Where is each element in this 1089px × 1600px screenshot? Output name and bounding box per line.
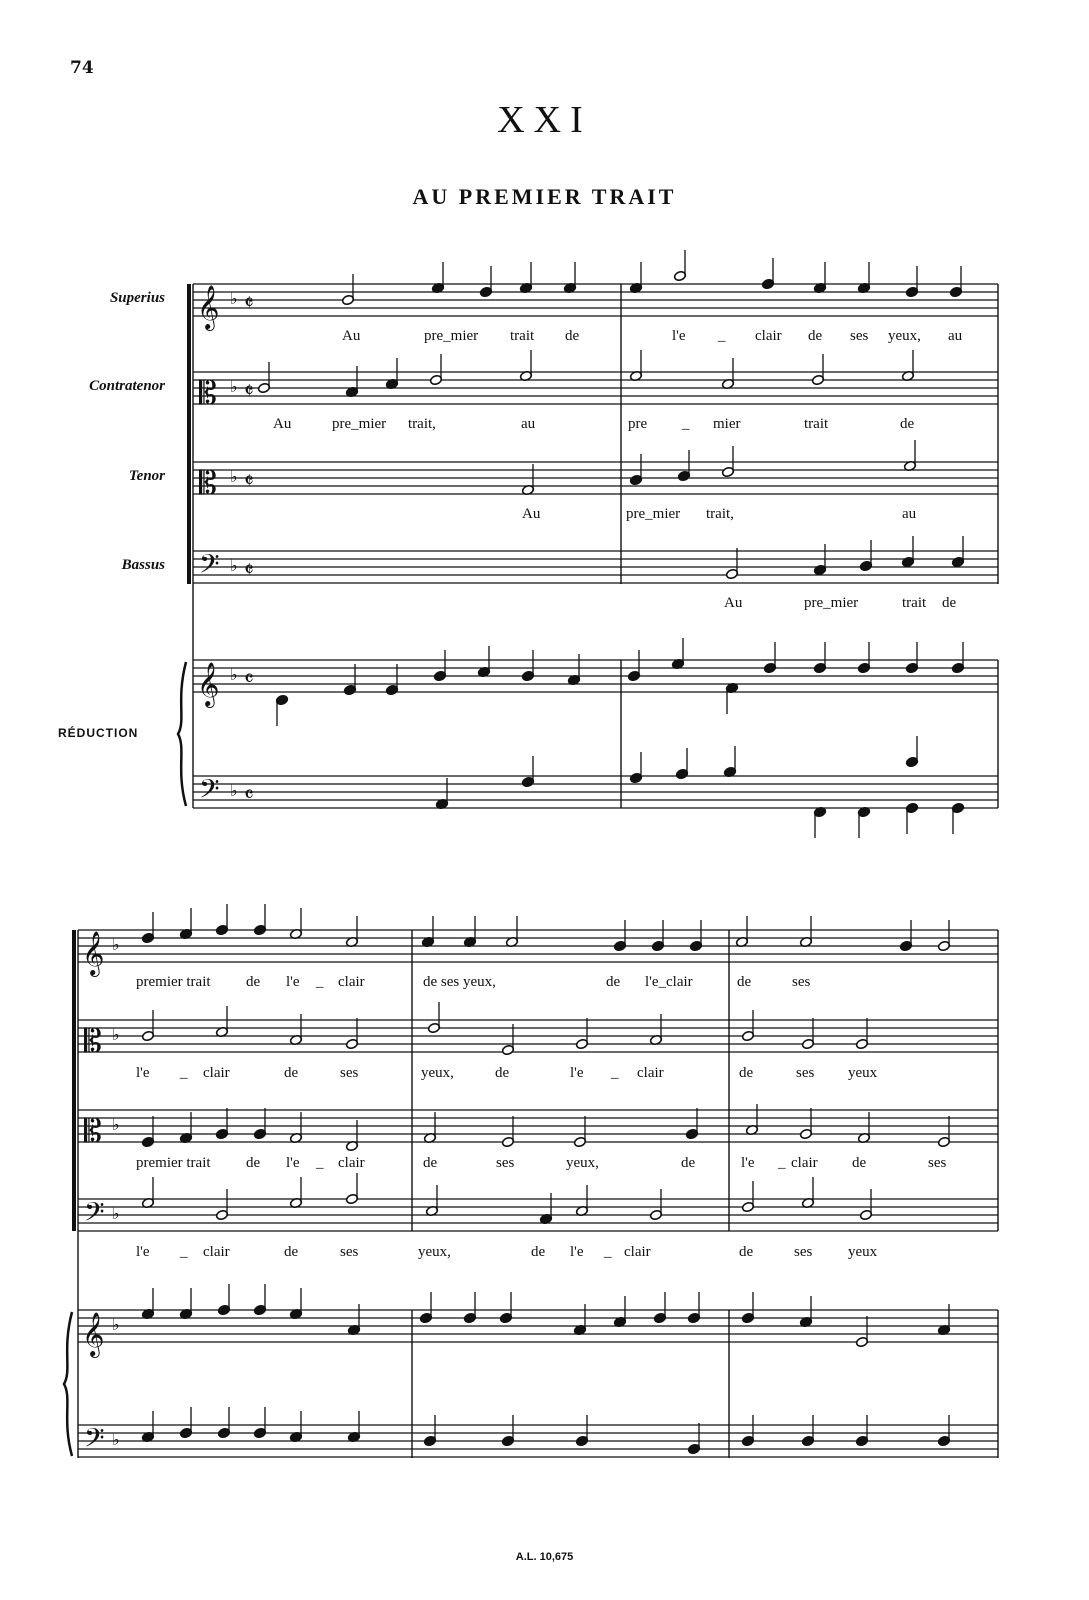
voice-label-superius: Superius: [109, 290, 165, 306]
lyric2-ct-11: de: [739, 1065, 754, 1081]
flat-icon: ♭: [112, 1204, 120, 1223]
clef-icon: 𝄞: [197, 285, 220, 329]
flat-icon: ♭: [230, 377, 238, 396]
lyric2-sup-3: l'e: [286, 974, 300, 990]
clef-icon: 𝄡: [84, 1112, 102, 1150]
lyric-ct-8: trait: [804, 416, 829, 432]
piece-number: XXI: [497, 99, 592, 141]
flat-icon: ♭: [112, 1115, 120, 1134]
lyric2-ten-3: l'e: [286, 1155, 300, 1171]
lyric2-bas-3: clair: [203, 1244, 230, 1260]
plate-number: A.L. 10,675: [515, 1551, 574, 1563]
lyric-ten-1: Au: [522, 506, 541, 522]
lyric2-bas-9: _: [604, 1244, 612, 1260]
lyric2-ct-10: clair: [637, 1065, 664, 1081]
voice-label-contratenor: Contratenor: [89, 378, 165, 394]
clef-icon: 𝄡: [84, 1022, 102, 1060]
lyric-bas-3: trait: [902, 595, 927, 611]
lyric2-ten-14: ses: [928, 1155, 947, 1171]
clef-icon: 𝄢: [199, 773, 220, 811]
lyric-ten-4: au: [902, 506, 917, 522]
lyric2-ct-13: yeux: [848, 1065, 878, 1081]
lyric2-ct-5: ses: [340, 1065, 359, 1081]
lyric2-bas-4: de: [284, 1244, 299, 1260]
lyric2-ten-2: de: [246, 1155, 261, 1171]
lyric-ct-3: trait,: [408, 416, 436, 432]
lyric2-ten-10: l'e: [741, 1155, 755, 1171]
staff-lines: [78, 284, 998, 1457]
lyric2-sup-4: _: [316, 974, 324, 990]
lyric-sup-7: clair: [755, 328, 782, 344]
lyric2-ten-1: premier trait: [136, 1155, 211, 1171]
flat-icon: ♭: [230, 781, 238, 800]
lyric2-ten-7: ses: [496, 1155, 515, 1171]
lyric2-sup-8: l'e_clair: [645, 974, 693, 990]
time-signature-icon: 𝄴: [244, 783, 254, 808]
voice-label-bassus: Bassus: [121, 557, 165, 573]
flat-icon: ♭: [112, 1430, 120, 1449]
lyric2-ct-8: l'e: [570, 1065, 584, 1081]
lyric-sup-3: trait: [510, 328, 535, 344]
reduction-label: RÉDUCTION: [58, 726, 139, 740]
lyric2-sup-2: de: [246, 974, 261, 990]
notes: [141, 250, 964, 1455]
lyric-ct-4: au: [521, 416, 536, 432]
lyric2-ct-7: de: [495, 1065, 510, 1081]
lyric-bas-2: pre_mier: [804, 595, 859, 611]
lyric-sup-10: yeux,: [888, 328, 921, 344]
time-signature-icon: 𝄴: [244, 667, 254, 692]
lyric2-ten-12: clair: [791, 1155, 818, 1171]
lyric-ct-2: pre_mier: [332, 416, 387, 432]
page-number: 74: [70, 58, 94, 78]
flat-icon: ♭: [230, 556, 238, 575]
brace: [178, 662, 186, 806]
lyric-sup-5: l'e: [672, 328, 686, 344]
flat-icon: ♭: [230, 467, 238, 486]
brace: [64, 1312, 72, 1456]
flat-icon: ♭: [112, 935, 120, 954]
lyric-ct-5: pre: [628, 416, 648, 432]
lyric2-ct-6: yeux,: [421, 1065, 454, 1081]
lyric2-ct-2: _: [180, 1065, 188, 1081]
clef-icon: 𝄞: [197, 662, 220, 706]
time-signature-icon: 𝄵: [244, 558, 254, 583]
lyric2-sup-6: de ses yeux,: [423, 974, 496, 990]
lyric2-ten-11: _: [778, 1155, 786, 1171]
lyric2-bas-12: ses: [794, 1244, 813, 1260]
lyric-ct-9: de: [900, 416, 915, 432]
time-signature-icon: 𝄵: [244, 379, 254, 404]
lyric2-sup-10: ses: [792, 974, 811, 990]
lyric2-bas-8: l'e: [570, 1244, 584, 1260]
lyric-sup-9: ses: [850, 328, 869, 344]
time-signature-icon: 𝄵: [244, 469, 254, 494]
time-signature-icon: 𝄵: [244, 291, 254, 316]
lyric2-ct-1: l'e: [136, 1065, 150, 1081]
flat-icon: ♭: [112, 1025, 120, 1044]
lyric-sup-6: _: [718, 328, 726, 344]
clef-icon: 𝄡: [199, 374, 217, 412]
lyric2-ct-12: ses: [796, 1065, 815, 1081]
lyric2-ten-8: yeux,: [566, 1155, 599, 1171]
lyric2-ten-9: de: [681, 1155, 696, 1171]
lyric2-ten-5: clair: [338, 1155, 365, 1171]
lyric-sup-4: de: [565, 328, 580, 344]
lyric2-sup-1: premier trait: [136, 974, 211, 990]
clef-icon: 𝄡: [199, 464, 217, 502]
clef-icon: 𝄢: [84, 1422, 105, 1460]
lyric2-sup-7: de: [606, 974, 621, 990]
lyric2-ct-3: clair: [203, 1065, 230, 1081]
lyric2-bas-1: l'e: [136, 1244, 150, 1260]
lyric-bas-1: Au: [724, 595, 743, 611]
lyric-bas-4: de: [942, 595, 957, 611]
voice-label-tenor: Tenor: [128, 468, 165, 484]
lyric2-bas-13: yeux: [848, 1244, 878, 1260]
lyric2-sup-9: de: [737, 974, 752, 990]
flat-icon: ♭: [112, 1315, 120, 1334]
lyric2-ten-6: de: [423, 1155, 438, 1171]
lyric-sup-8: de: [808, 328, 823, 344]
clef-icon: 𝄞: [82, 931, 105, 975]
lyric2-ten-4: _: [316, 1155, 324, 1171]
flat-icon: ♭: [230, 665, 238, 684]
piece-title: AU PREMIER TRAIT: [412, 184, 677, 209]
lyric2-bas-11: de: [739, 1244, 754, 1260]
lyric-ct-6: _: [682, 416, 690, 432]
lyric-ten-3: trait,: [706, 506, 734, 522]
lyric-sup-1: Au: [342, 328, 361, 344]
clefs: [82, 285, 254, 1460]
lyric-ten-2: pre_mier: [626, 506, 681, 522]
lyric2-sup-5: clair: [338, 974, 365, 990]
lyric2-bas-2: _: [180, 1244, 188, 1260]
lyric-ct-1: Au: [273, 416, 292, 432]
barlines: [64, 284, 998, 1458]
clef-icon: 𝄞: [82, 1312, 105, 1356]
lyric-sup-11: au: [948, 328, 963, 344]
lyric-sup-2: pre_mier: [424, 328, 479, 344]
lyric2-ct-9: _: [611, 1065, 619, 1081]
lyric2-ten-13: de: [852, 1155, 867, 1171]
lyric2-ct-4: de: [284, 1065, 299, 1081]
clef-icon: 𝄢: [84, 1196, 105, 1234]
lyric-ct-7: mier: [713, 416, 741, 432]
lyric2-bas-7: de: [531, 1244, 546, 1260]
lyric2-bas-6: yeux,: [418, 1244, 451, 1260]
lyric2-bas-5: ses: [340, 1244, 359, 1260]
lyric2-bas-10: clair: [624, 1244, 651, 1260]
clef-icon: 𝄢: [199, 548, 220, 586]
flat-icon: ♭: [230, 289, 238, 308]
